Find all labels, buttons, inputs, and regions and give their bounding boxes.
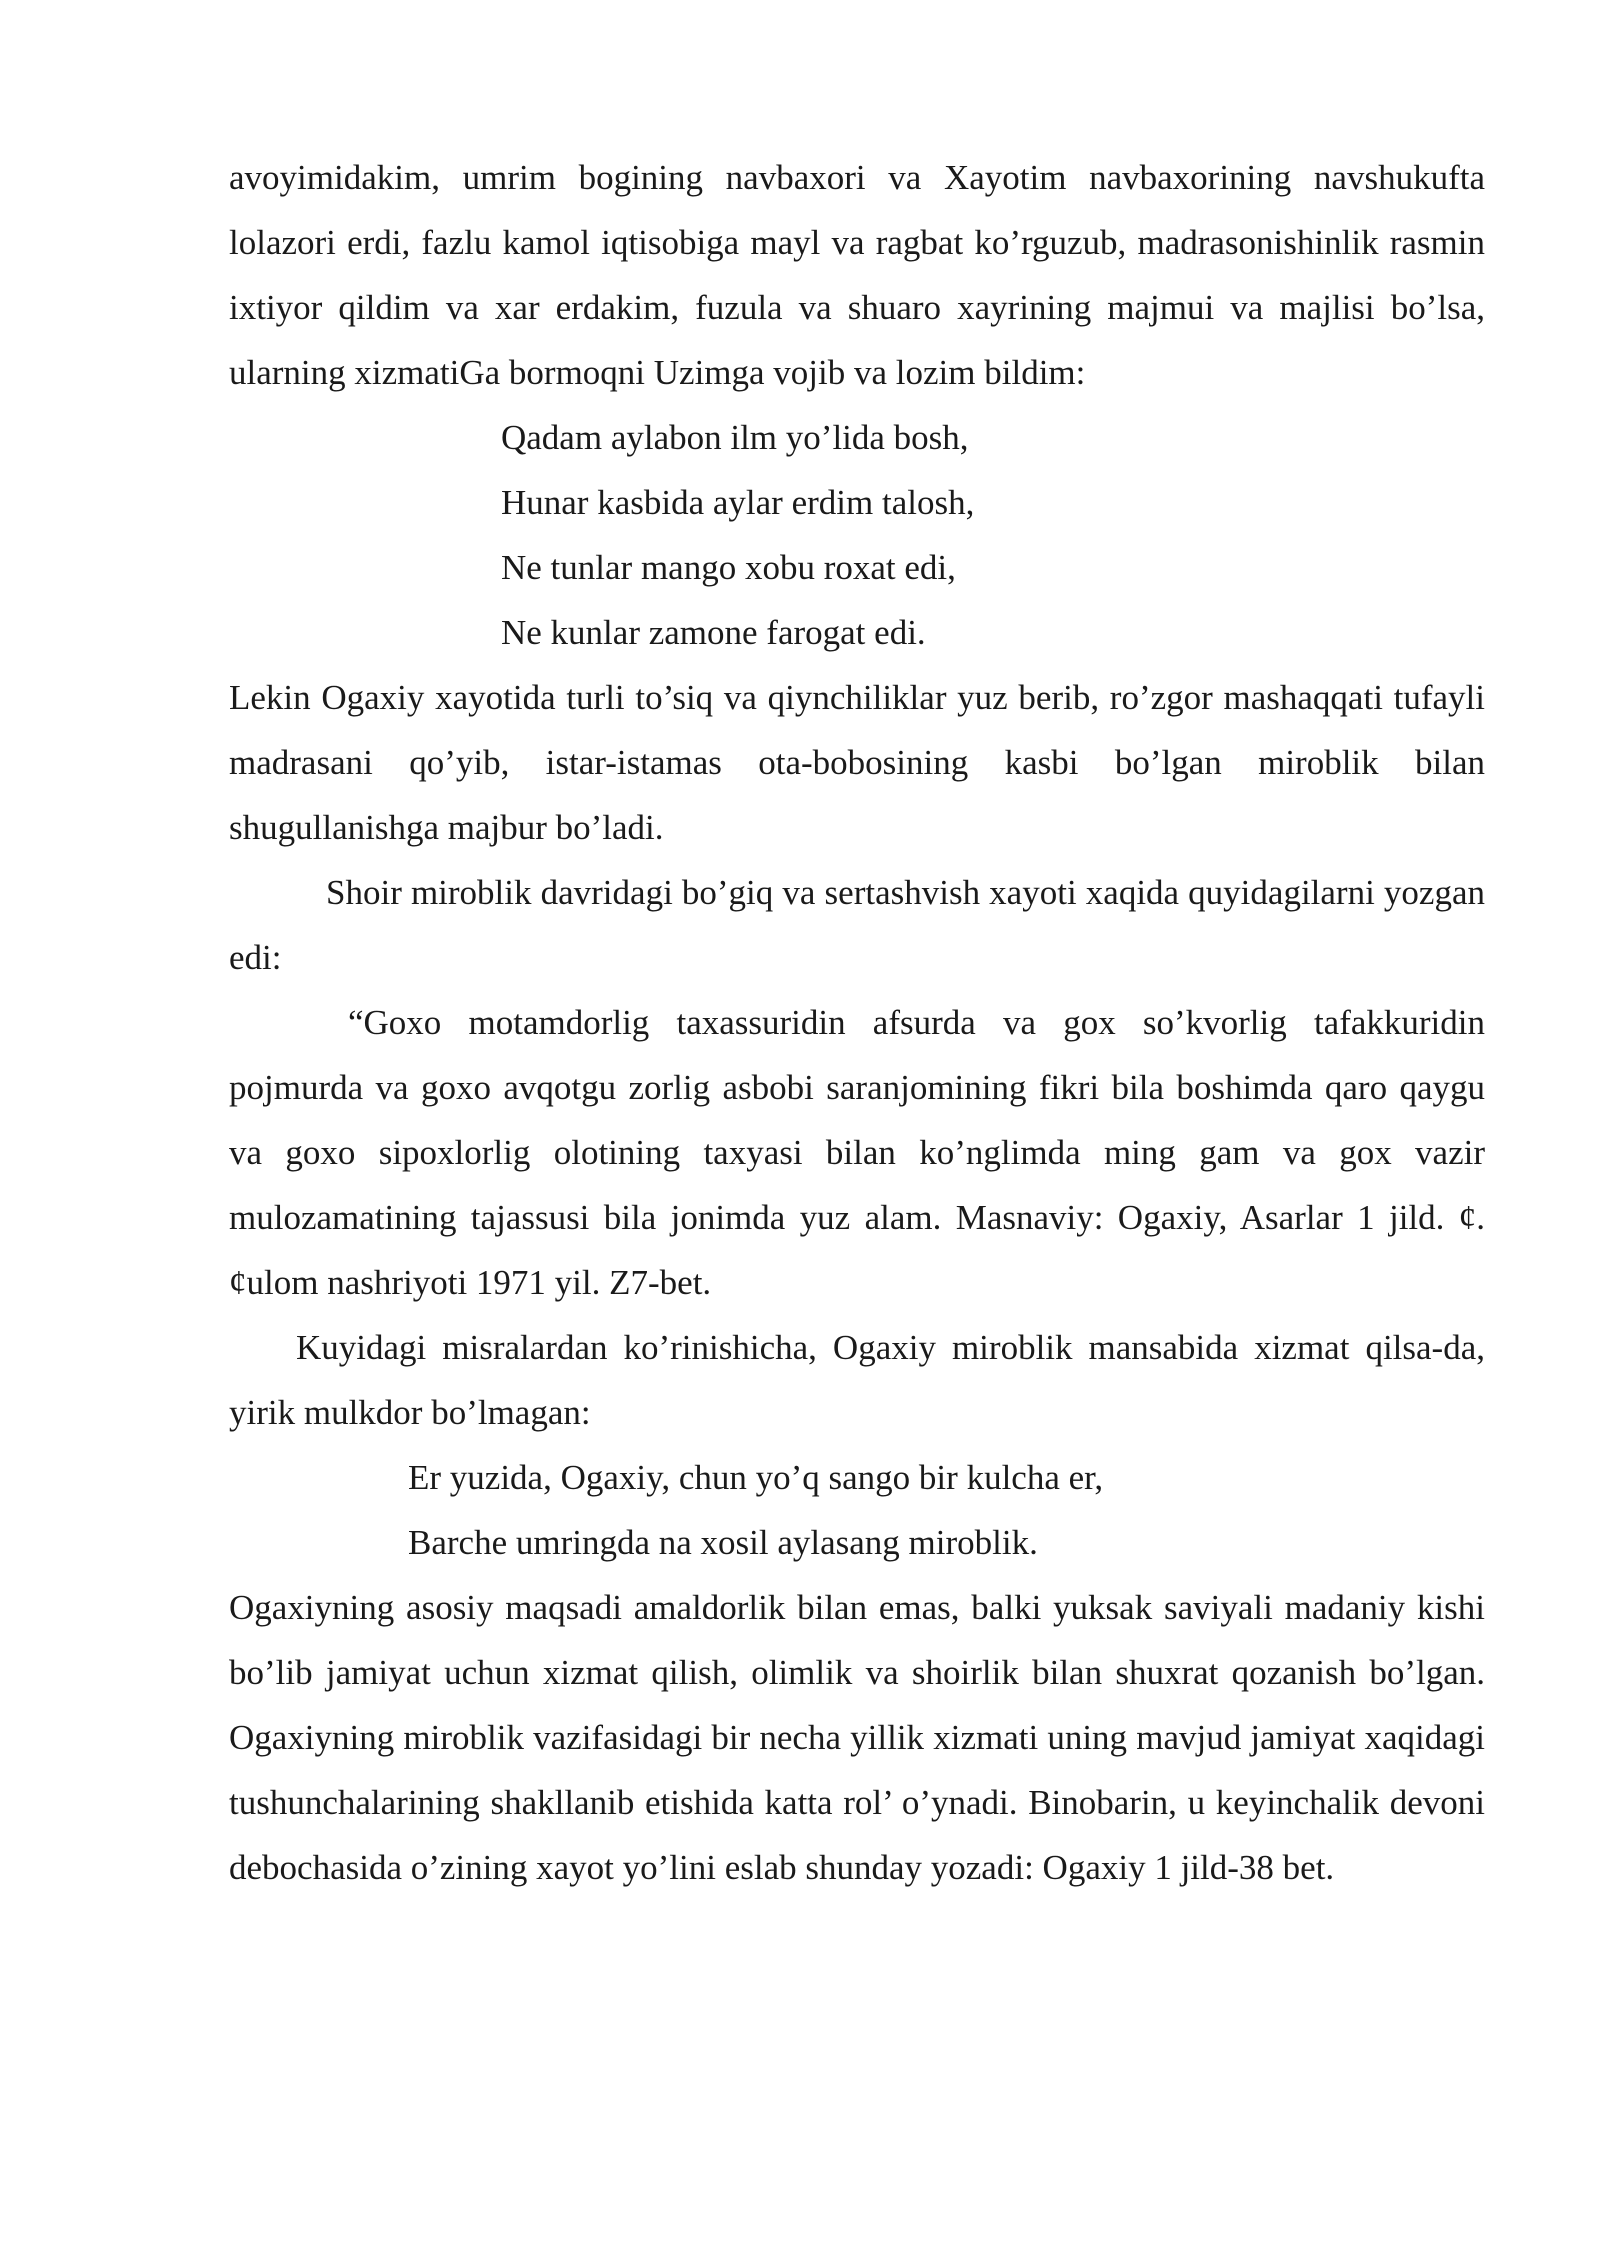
verse-line: Ne kunlar zamone farogat edi. bbox=[501, 613, 926, 652]
paragraph-quote: “Goxo motamdorlig taxassuridin afsurda va gox so’kvorlig tafakkuridin pojmurda va goxo avqotgu zorlig asbobi saranjomining fikri bila boshimda qaro qaygu va goxo sipoxlorlig olotining taxyasi bilan ko’nglimda ming gam va gox vazir mulozamatining tajassusi bila jonimda yuz alam. Masnaviy: Ogaxiy, Asarlar 1 jild. ¢.¢ulom nashriyoti 1971 yil. Z7-bet. bbox=[229, 1003, 1485, 1302]
verse-line: Qadam aylabon ilm yo’lida bosh, bbox=[501, 418, 969, 457]
verse-block-1 bbox=[229, 405, 1485, 665]
verse-block-2 bbox=[229, 1445, 1485, 1575]
verse-line: Ne tunlar mango xobu roxat edi, bbox=[501, 548, 956, 587]
paragraph-intro: avoyimidakim, umrim bogining navbaxori va Xayotim navbaxorining navshukufta lolazori erdi, fazlu kamol iqtisobiga mayl va ragbat ko’rguzub, madrasonishinlik rasmin ixtiyor qildim va xar erdakim, fuzula va shuaro xayrining majmui va majlisi bo’lsa, ularning xizmatiGa bormoqni Uzimga vojib va lozim bildim: bbox=[229, 158, 1485, 392]
document-body bbox=[229, 145, 1485, 1900]
paragraph-poet-wrote: Shoir miroblik davridagi bo’giq va sertashvish xayoti xaqida quyidagilarni yozgan edi: bbox=[229, 873, 1485, 977]
verse-line: Hunar kasbida aylar erdim talosh, bbox=[501, 483, 975, 522]
verse-line: Er yuzida, Ogaxiy, chun yo’q sango bir kulcha er, bbox=[408, 1458, 1104, 1497]
paragraph-hardships: Lekin Ogaxiy xayotida turli to’siq va qiynchiliklar yuz berib, ro’zgor mashaqqati tufayli madrasani qo’yib, istar-istamas ota-bobosining kasbi bo’lgan miroblik bilan shugullanishga majbur bo’ladi. bbox=[229, 678, 1485, 847]
verse-line: Barche umringda na xosil aylasang miroblik. bbox=[408, 1523, 1038, 1562]
paragraph-verses-intro: Kuyidagi misralardan ko’rinishicha, Ogaxiy miroblik mansabida xizmat qilsa-da, yirik mulkdor bo’lmagan: bbox=[229, 1328, 1485, 1432]
paragraph-main-goal: Ogaxiyning asosiy maqsadi amaldorlik bilan emas, balki yuksak saviyali madaniy kishi bo’lib jamiyat uchun xizmat qilish, olimlik va shoirlik bilan shuxrat qozanish bo’lgan. Ogaxiyning miroblik vazifasidagi bir necha yillik xizmati uning mavjud jamiyat xaqidagi tushunchalarining shakllanib etishida katta rol’ o’ynadi. Binobarin, u keyinchalik devoni debochasida o’zining xayot yo’lini eslab shunday yozadi: Ogaxiy 1 jild-38 bet. bbox=[229, 1588, 1485, 1887]
